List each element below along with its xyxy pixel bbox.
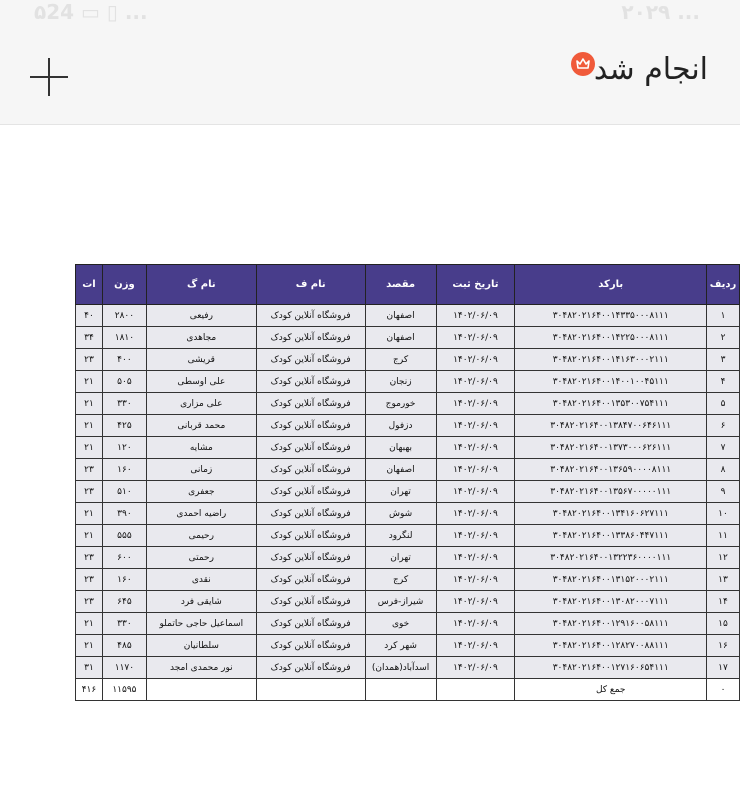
cell-cut: ۲۱ bbox=[76, 437, 103, 459]
cell-date: ۱۴۰۲/۰۶/۰۹ bbox=[436, 657, 515, 679]
header-date: تاریخ ثبت bbox=[436, 265, 515, 305]
cell-cut: ۲۱ bbox=[76, 613, 103, 635]
cell-date: ۱۴۰۲/۰۶/۰۹ bbox=[436, 305, 515, 327]
cell-radif: ۱ bbox=[707, 305, 740, 327]
cell-sender: فروشگاه آنلاین کودک bbox=[256, 503, 365, 525]
cell-date: ۱۴۰۲/۰۶/۰۹ bbox=[436, 525, 515, 547]
cell-sender: فروشگاه آنلاین کودک bbox=[256, 569, 365, 591]
cell-radif: ۱۴ bbox=[707, 591, 740, 613]
cell-barcode: ۳۰۴۸۲۰۲۱۶۴۰۰۱۳۷۳۰۰۰۶۲۶۱۱۱ bbox=[515, 437, 707, 459]
cell-cut: ۲۱ bbox=[76, 635, 103, 657]
cell-receiver: شایقی فرد bbox=[146, 591, 256, 613]
table-row bbox=[76, 569, 740, 591]
cell-receiver: مجاهدی bbox=[146, 327, 256, 349]
cell-receiver: قریشی bbox=[146, 349, 256, 371]
crown-icon bbox=[571, 52, 595, 76]
page-title: انجام شد bbox=[593, 52, 708, 87]
cell-dest: تهران bbox=[365, 481, 436, 503]
cell-barcode: ۳۰۴۸۲۰۲۱۶۴۰۰۱۳۸۴۷۰۰۶۴۶۱۱۱ bbox=[515, 415, 707, 437]
cell-barcode: ۳۰۴۸۲۰۲۱۶۴۰۰۱۲۷۱۶۰۶۵۴۱۱۱ bbox=[515, 657, 707, 679]
table-row bbox=[76, 525, 740, 547]
header-barcode: بارکد bbox=[515, 265, 707, 305]
cell-radif: ۸ bbox=[707, 459, 740, 481]
cell-barcode: ۳۰۴۸۲۰۲۱۶۴۰۰۱۲۸۲۷۰۰۸۸۱۱۱ bbox=[515, 635, 707, 657]
cell-receiver: نور محمدی امجد bbox=[146, 657, 256, 679]
table-row bbox=[76, 481, 740, 503]
cell-radif: ۱۲ bbox=[707, 547, 740, 569]
cell-date: ۱۴۰۲/۰۶/۰۹ bbox=[436, 591, 515, 613]
header-cut: ات bbox=[76, 265, 103, 305]
total-row bbox=[76, 679, 740, 701]
header-sender: نام ف bbox=[256, 265, 365, 305]
cell-cut: ۲۳ bbox=[76, 547, 103, 569]
cell-weight: ۱۶۰ bbox=[102, 459, 146, 481]
cell-receiver: محمد قربانی bbox=[146, 415, 256, 437]
cell-dest: شهر کرد bbox=[365, 635, 436, 657]
cell-barcode: ۳۰۴۸۲۰۲۱۶۴۰۰۱۳۴۱۶۰۶۲۷۱۱۱ bbox=[515, 503, 707, 525]
cell-weight: ۵۰۵ bbox=[102, 371, 146, 393]
cell-weight: ۴۸۵ bbox=[102, 635, 146, 657]
cell-radif: ۲ bbox=[707, 327, 740, 349]
table-row bbox=[76, 393, 740, 415]
cell-dest: اسدآباد(همدان) bbox=[365, 657, 436, 679]
cell-receiver: اسماعیل حاجی حاتملو bbox=[146, 613, 256, 635]
cell-dest: اصفهان bbox=[365, 327, 436, 349]
cell-cut: ۳۱ bbox=[76, 657, 103, 679]
cell-sender: فروشگاه آنلاین کودک bbox=[256, 547, 365, 569]
cell-sender: فروشگاه آنلاین کودک bbox=[256, 459, 365, 481]
cell-barcode: ۳۰۴۸۲۰۲۱۶۴۰۰۱۴۳۳۵۰۰۰۸۱۱۱ bbox=[515, 305, 707, 327]
total-empty bbox=[365, 679, 436, 701]
cell-receiver: نقدی bbox=[146, 569, 256, 591]
cell-radif: ۵ bbox=[707, 393, 740, 415]
table-row bbox=[76, 591, 740, 613]
total-empty bbox=[436, 679, 515, 701]
cell-radif: ۱۳ bbox=[707, 569, 740, 591]
cell-dest: تهران bbox=[365, 547, 436, 569]
cell-barcode: ۳۰۴۸۲۰۲۱۶۴۰۰۱۳۵۶۷۰۰۰۰۰۱۱۱ bbox=[515, 481, 707, 503]
cell-barcode: ۳۰۴۸۲۰۲۱۶۴۰۰۱۳۲۲۳۶۰۰۰۰۱۱۱ bbox=[515, 547, 707, 569]
cell-sender: فروشگاه آنلاین کودک bbox=[256, 591, 365, 613]
table-row bbox=[76, 371, 740, 393]
cell-cut: ۲۱ bbox=[76, 393, 103, 415]
cell-cut: ۲۳ bbox=[76, 459, 103, 481]
cell-weight: ۵۱۰ bbox=[102, 481, 146, 503]
cell-date: ۱۴۰۲/۰۶/۰۹ bbox=[436, 459, 515, 481]
cell-weight: ۶۴۵ bbox=[102, 591, 146, 613]
plus-icon[interactable] bbox=[30, 58, 68, 96]
cell-weight: ۳۳۰ bbox=[102, 613, 146, 635]
total-label: جمع کل bbox=[515, 679, 707, 701]
cell-receiver: مشایه bbox=[146, 437, 256, 459]
table-row bbox=[76, 547, 740, 569]
cell-sender: فروشگاه آنلاین کودک bbox=[256, 371, 365, 393]
spreadsheet bbox=[75, 264, 740, 701]
header-weight: وزن bbox=[102, 265, 146, 305]
header-row bbox=[76, 265, 740, 305]
cell-sender: فروشگاه آنلاین کودک bbox=[256, 635, 365, 657]
cell-radif: ۴ bbox=[707, 371, 740, 393]
cell-cut: ۲۱ bbox=[76, 415, 103, 437]
status-bar bbox=[0, 0, 740, 30]
cell-receiver: سلطانیان bbox=[146, 635, 256, 657]
app-bar bbox=[0, 30, 740, 125]
cell-date: ۱۴۰۲/۰۶/۰۹ bbox=[436, 547, 515, 569]
cell-dest: خورموج bbox=[365, 393, 436, 415]
cell-cut: ۲۳ bbox=[76, 591, 103, 613]
cell-dest: لنگرود bbox=[365, 525, 436, 547]
cell-cut: ۲۳ bbox=[76, 481, 103, 503]
cell-radif: ۳ bbox=[707, 349, 740, 371]
table-row bbox=[76, 349, 740, 371]
cell-receiver: علی اوسطی bbox=[146, 371, 256, 393]
cell-sender: فروشگاه آنلاین کودک bbox=[256, 305, 365, 327]
cell-dest: شوش bbox=[365, 503, 436, 525]
cell-cut: ۴۰ bbox=[76, 305, 103, 327]
table-row bbox=[76, 613, 740, 635]
status-right: ۲۰۲۹ ... bbox=[621, 0, 700, 24]
cell-receiver: رحمتی bbox=[146, 547, 256, 569]
cell-date: ۱۴۰۲/۰۶/۰۹ bbox=[436, 481, 515, 503]
cell-weight: ۵۵۵ bbox=[102, 525, 146, 547]
cell-date: ۱۴۰۲/۰۶/۰۹ bbox=[436, 393, 515, 415]
table-row bbox=[76, 327, 740, 349]
cell-date: ۱۴۰۲/۰۶/۰۹ bbox=[436, 437, 515, 459]
cell-barcode: ۳۰۴۸۲۰۲۱۶۴۰۰۱۳۰۸۲۰۰۰۷۱۱۱ bbox=[515, 591, 707, 613]
header-radif: ردیف bbox=[707, 265, 740, 305]
cell-sender: فروشگاه آنلاین کودک bbox=[256, 657, 365, 679]
cell-barcode: ۳۰۴۸۲۰۲۱۶۴۰۰۱۳۶۵۹۰۰۰۰۸۱۱۱ bbox=[515, 459, 707, 481]
cell-cut: ۲۱ bbox=[76, 371, 103, 393]
table-row bbox=[76, 415, 740, 437]
cell-radif: ۱۶ bbox=[707, 635, 740, 657]
cell-radif: ۱۷ bbox=[707, 657, 740, 679]
cell-cut: ۲۱ bbox=[76, 503, 103, 525]
cell-date: ۱۴۰۲/۰۶/۰۹ bbox=[436, 371, 515, 393]
cell-receiver: راضیه احمدی bbox=[146, 503, 256, 525]
cell-date: ۱۴۰۲/۰۶/۰۹ bbox=[436, 327, 515, 349]
cell-barcode: ۳۰۴۸۲۰۲۱۶۴۰۰۱۲۹۱۶۰۰۵۸۱۱۱ bbox=[515, 613, 707, 635]
cell-weight: ۶۰۰ bbox=[102, 547, 146, 569]
header-receiver: نام گ bbox=[146, 265, 256, 305]
total-radif: ۰ bbox=[707, 679, 740, 701]
cell-dest: بهبهان bbox=[365, 437, 436, 459]
table-row bbox=[76, 503, 740, 525]
cell-date: ۱۴۰۲/۰۶/۰۹ bbox=[436, 613, 515, 635]
cell-dest: کرج bbox=[365, 349, 436, 371]
cell-radif: ۱۱ bbox=[707, 525, 740, 547]
cell-date: ۱۴۰۲/۰۶/۰۹ bbox=[436, 415, 515, 437]
total-weight: ۱۱۵۹۵ bbox=[102, 679, 146, 701]
cell-cut: ۳۴ bbox=[76, 327, 103, 349]
total-empty bbox=[256, 679, 365, 701]
cell-radif: ۶ bbox=[707, 415, 740, 437]
cell-dest: زنجان bbox=[365, 371, 436, 393]
cell-date: ۱۴۰۲/۰۶/۰۹ bbox=[436, 503, 515, 525]
cell-sender: فروشگاه آنلاین کودک bbox=[256, 327, 365, 349]
cell-sender: فروشگاه آنلاین کودک bbox=[256, 393, 365, 415]
cell-sender: فروشگاه آنلاین کودک bbox=[256, 349, 365, 371]
cell-sender: فروشگاه آنلاین کودک bbox=[256, 415, 365, 437]
cell-dest: کرج bbox=[365, 569, 436, 591]
cell-barcode: ۳۰۴۸۲۰۲۱۶۴۰۰۱۴۲۲۵۰۰۰۸۱۱۱ bbox=[515, 327, 707, 349]
cell-cut: ۲۱ bbox=[76, 525, 103, 547]
total-cut: ۴۱۶ bbox=[76, 679, 103, 701]
cell-radif: ۱۰ bbox=[707, 503, 740, 525]
cell-radif: ۹ bbox=[707, 481, 740, 503]
cell-receiver: جعفری bbox=[146, 481, 256, 503]
shipments-table bbox=[75, 264, 740, 701]
cell-date: ۱۴۰۲/۰۶/۰۹ bbox=[436, 635, 515, 657]
cell-radif: ۱۵ bbox=[707, 613, 740, 635]
cell-weight: ۱۱۷۰ bbox=[102, 657, 146, 679]
table-row bbox=[76, 459, 740, 481]
cell-date: ۱۴۰۲/۰۶/۰۹ bbox=[436, 349, 515, 371]
cell-sender: فروشگاه آنلاین کودک bbox=[256, 481, 365, 503]
cell-dest: اصفهان bbox=[365, 459, 436, 481]
cell-receiver: رفیعی bbox=[146, 305, 256, 327]
cell-weight: ۳۹۰ bbox=[102, 503, 146, 525]
cell-receiver: زمانی bbox=[146, 459, 256, 481]
cell-weight: ۴۰۰ bbox=[102, 349, 146, 371]
cell-sender: فروشگاه آنلاین کودک bbox=[256, 437, 365, 459]
cell-receiver: رحیمی bbox=[146, 525, 256, 547]
table-row bbox=[76, 305, 740, 327]
cell-cut: ۲۳ bbox=[76, 569, 103, 591]
cell-barcode: ۳۰۴۸۲۰۲۱۶۴۰۰۱۳۳۸۶۰۴۴۷۱۱۱ bbox=[515, 525, 707, 547]
cell-weight: ۳۳۰ bbox=[102, 393, 146, 415]
cell-radif: ۷ bbox=[707, 437, 740, 459]
cell-dest: خوی bbox=[365, 613, 436, 635]
cell-date: ۱۴۰۲/۰۶/۰۹ bbox=[436, 569, 515, 591]
cell-weight: ۱۶۰ bbox=[102, 569, 146, 591]
cell-dest: شیراز-فرس bbox=[365, 591, 436, 613]
cell-weight: ۱۲۰ bbox=[102, 437, 146, 459]
cell-weight: ۱۸۱۰ bbox=[102, 327, 146, 349]
cell-weight: ۴۲۵ bbox=[102, 415, 146, 437]
table-row bbox=[76, 635, 740, 657]
cell-cut: ۲۳ bbox=[76, 349, 103, 371]
status-left: ۵24 ▭ ▯ ... bbox=[34, 0, 148, 24]
cell-dest: اصفهان bbox=[365, 305, 436, 327]
cell-sender: فروشگاه آنلاین کودک bbox=[256, 613, 365, 635]
cell-barcode: ۳۰۴۸۲۰۲۱۶۴۰۰۱۳۵۳۰۰۷۵۴۱۱۱ bbox=[515, 393, 707, 415]
cell-weight: ۲۸۰۰ bbox=[102, 305, 146, 327]
table-row bbox=[76, 437, 740, 459]
table-row bbox=[76, 657, 740, 679]
cell-sender: فروشگاه آنلاین کودک bbox=[256, 525, 365, 547]
header-destination: مقصد bbox=[365, 265, 436, 305]
cell-barcode: ۳۰۴۸۲۰۲۱۶۴۰۰۱۴۰۰۱۰۰۴۵۱۱۱ bbox=[515, 371, 707, 393]
total-empty bbox=[146, 679, 256, 701]
cell-barcode: ۳۰۴۸۲۰۲۱۶۴۰۰۱۳۱۵۲۰۰۰۲۱۱۱ bbox=[515, 569, 707, 591]
cell-barcode: ۳۰۴۸۲۰۲۱۶۴۰۰۱۴۱۶۳۰۰۰۲۱۱۱ bbox=[515, 349, 707, 371]
cell-receiver: علی مزاری bbox=[146, 393, 256, 415]
cell-dest: دزفول bbox=[365, 415, 436, 437]
